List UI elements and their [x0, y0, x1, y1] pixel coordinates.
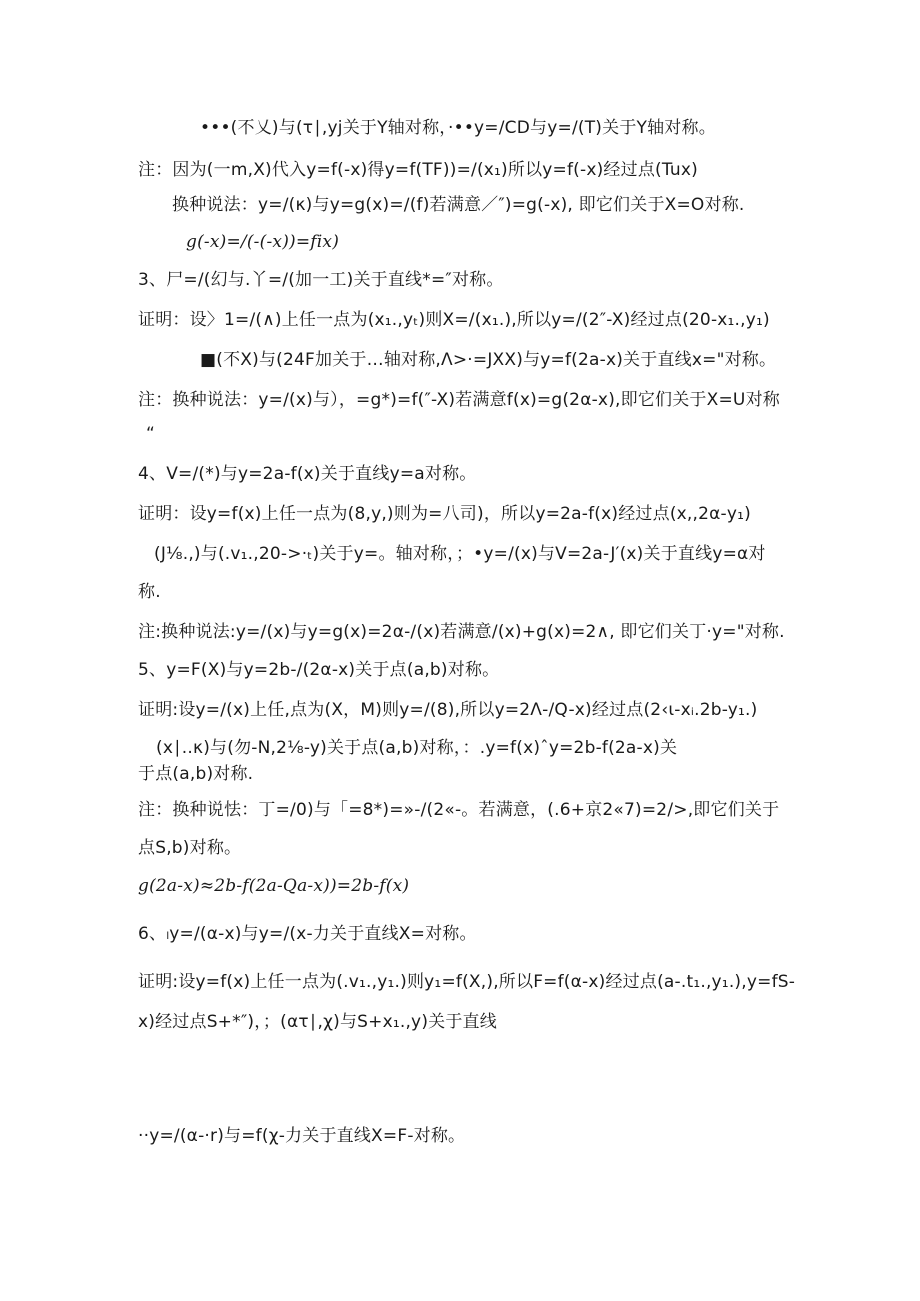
text-line-18: 于点(a,b)对称. — [138, 764, 254, 784]
text-line-13: 称. — [138, 582, 161, 602]
section-3-heading: 3、尸=/(幻与.丫=/(加一工)关于直线*=″对称。 — [138, 270, 504, 290]
text-line-20: 点S,b)对称。 — [138, 838, 242, 858]
section-6-heading: 6、ₗy=/(α-x)与y=/(x-力关于直线X=对称。 — [138, 924, 477, 944]
text-line-7: ■(不X)与(24F加关于…轴对称,Λ>·=JXX)与y=f(2a-x)关于直线x="对称。 — [200, 350, 777, 370]
text-line-4: g(-x)=/(-(-x))=fix) — [186, 232, 340, 252]
text-line-3: 换种说法：y=∕(κ)与y=g(x)=∕(f)若满意／″)=g(-x), 即它们关于X=O对称. — [172, 195, 745, 215]
text-line-6: 证明：设〉1=/(∧)上任一点为(x₁.,yₜ)则X=/(x₁.),所以y=/(2″-X)经过点(20-x₁.,y₁) — [138, 310, 770, 330]
text-line-11: 证明：设y=f(x)上任一点为(8,y,)则为=八司)，所以y=2a-f(x)经过点(x,,2α-y₁) — [138, 504, 751, 524]
text-line-21: g(2a-x)≈2b-f(2a-Qa-x))=2b-f(x) — [138, 876, 410, 896]
text-line-9: “ — [146, 424, 156, 444]
text-line-17: (x∣..κ)与(勿-N,2⅛-y)关于点(a,b)对称，：.y=f(x)ˆy=2b-f(2a-x)关 — [156, 738, 678, 758]
text-line-14: 注:换种说法:y=∕(x)与y=g(x)=2α-∕(x)若满意/(x)+g(x)=2∧, 即它们关丁·y="对称. — [138, 622, 785, 642]
text-line-24: x)经过点S+*″)，；(ατ∣,χ)与S+x₁.,y)关于直线 — [138, 1012, 497, 1032]
text-line-25: ··y=/(α-·r)与=f(χ-力关于直线X=F-对称。 — [138, 1126, 466, 1146]
text-line-8: 注：换种说法：y=∕(x)与），=g*)=f(″-X)若满意f(x)=g(2α-x),即它们关于X=U对称 — [138, 390, 780, 410]
text-line-23: 证明:设y=f(x)上任一点为(.v₁.,y₁.)则y₁=f(X,),所以F=f(α-x)经过点(a-.t₁.,y₁.),y=fS- — [138, 972, 796, 992]
section-5-heading: 5、y=F(X)与y=2b-∕(2α-x)关于点(a,b)对称。 — [138, 660, 500, 680]
text-line-1: •••(不乂)与(τ∣,yj关于Y轴对称，·••y=/CD与y=/(T)关于Y轴对称。 — [200, 118, 716, 138]
text-line-12: (J⅛.,)与(.v₁.,20->·ₜ)关于y=。轴对称，；•y=/(x)与V=2a-J′(x)关于直线y=α对 — [154, 544, 766, 564]
text-line-2: 注：因为(一m,X)代入y=f(-x)得y=f(TF))=/(x₁)所以y=f(-x)经过点(Tux) — [138, 160, 698, 180]
section-4-heading: 4、V=/(*)与y=2a-f(x)关于直线y=a对称。 — [138, 464, 477, 484]
text-line-16: 证明:设y=∕(x)上任,点为(X，M)则y=/(8),所以y=2Λ-/Q-x)经过点(2‹ι-xᵢ.2b-y₁.) — [138, 700, 758, 720]
text-line-19: 注：换种说怯：丁=/0)与「=8*)=»-/(2«-。若满意，(.6+京2«7)=2/>,即它们关于 — [138, 800, 780, 820]
